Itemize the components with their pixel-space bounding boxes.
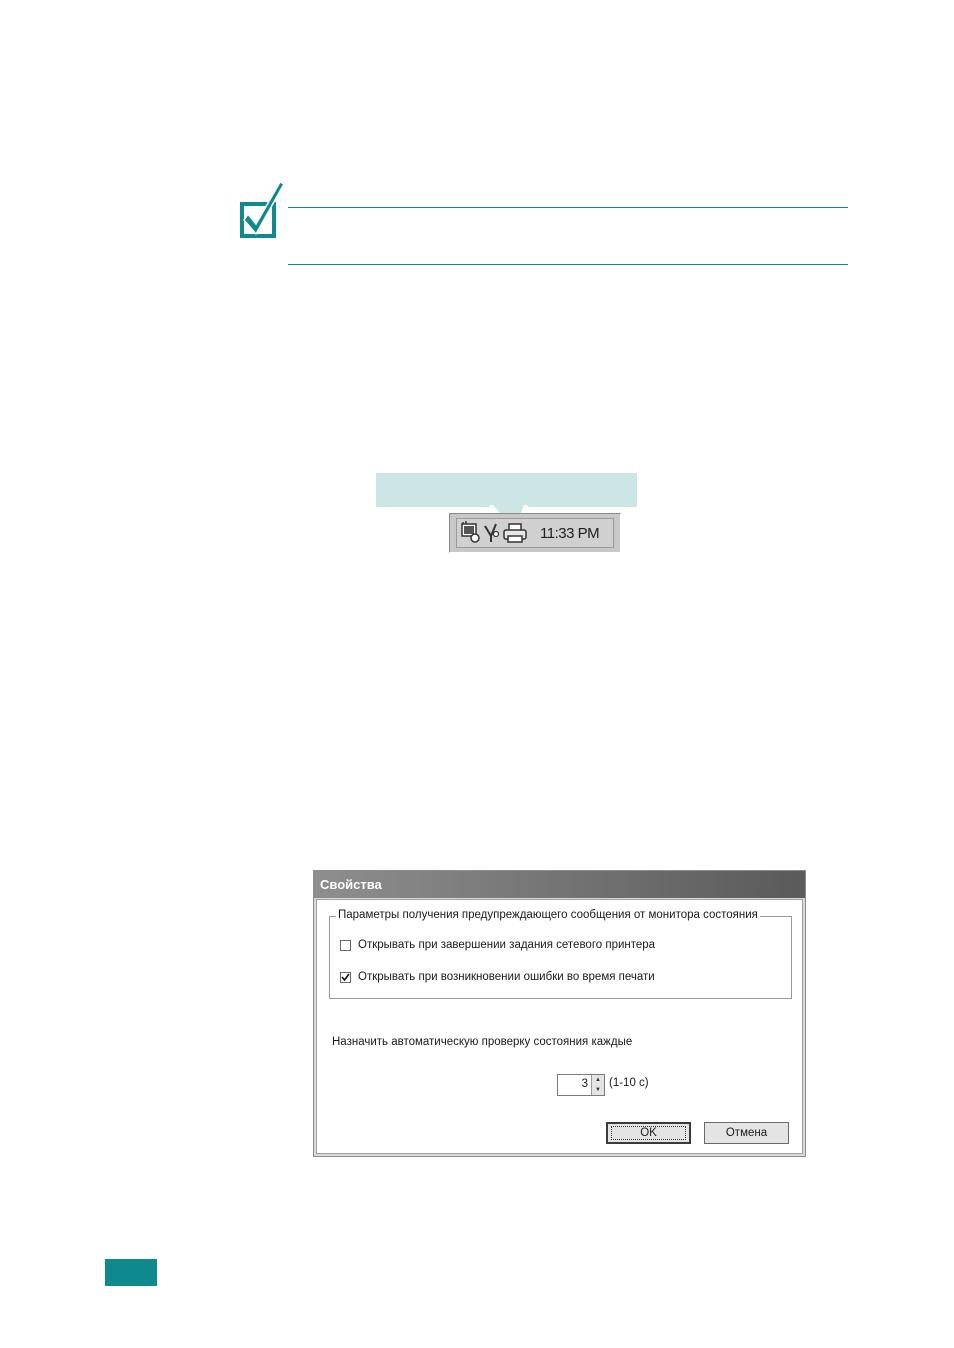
spinner-up-icon[interactable]: ▲ bbox=[591, 1075, 604, 1085]
properties-dialog bbox=[313, 870, 806, 1157]
ok-button-label: OK bbox=[640, 1127, 657, 1139]
checkmark-icon bbox=[341, 973, 350, 982]
system-tray bbox=[449, 513, 621, 553]
network-job-checkbox-label[interactable]: Открывать при завершении задания сетевого принтера bbox=[358, 939, 656, 951]
option-row-network-job[interactable] bbox=[340, 939, 655, 951]
dialog-titlebar[interactable] bbox=[314, 871, 805, 898]
monitor-icon[interactable] bbox=[460, 520, 482, 544]
ok-button[interactable] bbox=[606, 1122, 691, 1144]
network-job-checkbox[interactable] bbox=[340, 940, 351, 951]
interval-spinner[interactable] bbox=[557, 1074, 605, 1096]
print-error-checkbox-label[interactable]: Открывать при возникновении ошибки во время печати bbox=[358, 971, 655, 983]
note-top-rule bbox=[288, 207, 848, 208]
network-plug-icon[interactable] bbox=[482, 520, 500, 544]
tooltip-callout bbox=[376, 473, 637, 507]
cancel-button[interactable]: Отмена bbox=[704, 1122, 789, 1144]
print-error-checkbox[interactable] bbox=[340, 972, 351, 983]
spinner-down-icon[interactable]: ▼ bbox=[591, 1085, 604, 1095]
dialog-title: Свойства bbox=[320, 877, 382, 892]
page-number-tab bbox=[105, 1259, 157, 1286]
interval-range-label: (1-10 с) bbox=[609, 1077, 649, 1089]
dialog-body bbox=[316, 899, 803, 1154]
checkmark-icon bbox=[236, 180, 288, 242]
interval-value[interactable]: 3 bbox=[581, 1078, 588, 1090]
printer-icon[interactable] bbox=[502, 522, 528, 544]
tray-clock[interactable]: 11:33 PM bbox=[540, 525, 600, 542]
notification-group-box bbox=[329, 909, 792, 999]
interval-label: Назначить автоматическую проверку состояния каждые bbox=[332, 1036, 633, 1048]
group-box-title: Параметры получения предупреждающего сообщения от монитора состояния bbox=[338, 909, 758, 921]
option-row-print-error[interactable] bbox=[340, 971, 655, 983]
note-bottom-rule bbox=[288, 264, 848, 265]
